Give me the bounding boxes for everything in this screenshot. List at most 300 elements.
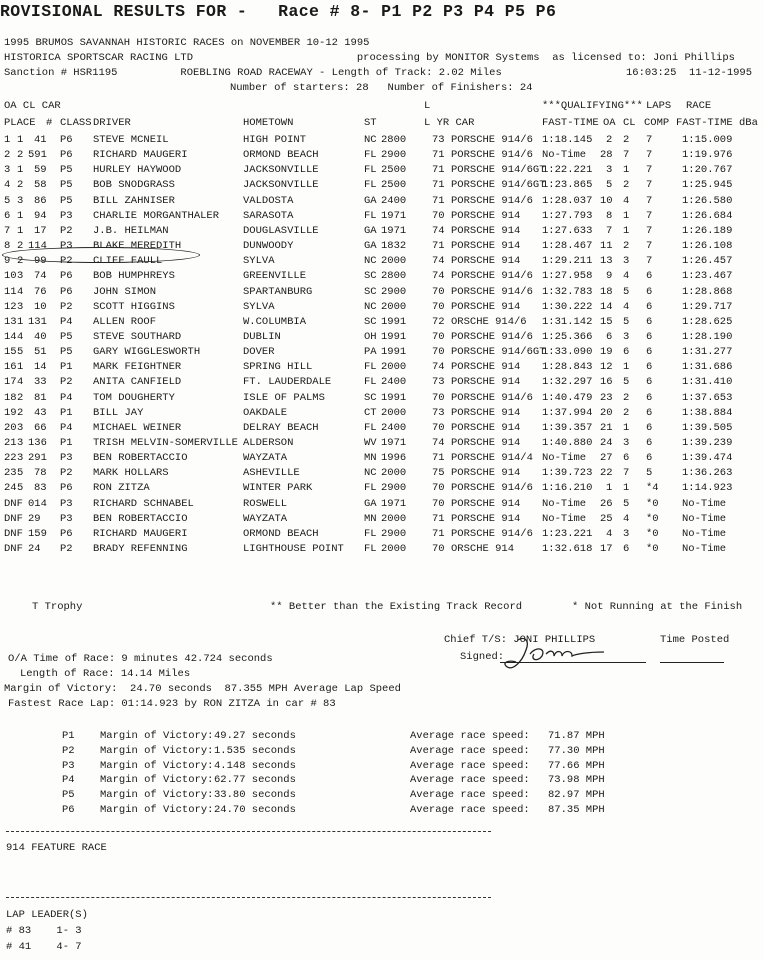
row-st: NC	[364, 134, 377, 146]
row-qual-oa: 1	[606, 482, 613, 495]
row-year: 71	[432, 164, 445, 177]
row-year: 71	[432, 179, 445, 192]
row-code: 1971	[381, 224, 407, 237]
row-oa: 11	[4, 285, 17, 298]
row-class: P5	[60, 194, 73, 207]
row-driver: MARK HOLLARS	[93, 467, 169, 480]
col-head-comp: COMP	[644, 117, 670, 129]
summary-fastest-lap: Fastest Race Lap: 01:14.923 by RON ZITZA in car # 83	[8, 698, 336, 710]
row-cl: 1	[17, 209, 24, 222]
row-hometown: SARASOTA	[243, 209, 294, 222]
row-hometown: WAYZATA	[243, 452, 288, 465]
row-qual-oa: 19	[600, 346, 613, 359]
row-qual-oa: 25	[600, 512, 613, 525]
row-laps: 7	[646, 179, 653, 192]
speed-label: Average race speed:	[410, 744, 530, 757]
speed-label: Average race speed:	[410, 789, 530, 802]
row-oa: 16	[4, 361, 17, 374]
row-st: SC	[364, 315, 377, 328]
row-st: GA	[364, 497, 377, 510]
row-year: 70	[432, 482, 445, 495]
margin-label: Margin of Victory:	[100, 759, 214, 772]
row-num: 41	[34, 134, 47, 146]
row-st: FL	[364, 209, 377, 222]
row-driver: RON ZITZA	[93, 482, 150, 495]
row-qual-cl: 2	[623, 406, 630, 419]
page-title: ROVISIONAL RESULTS FOR - Race # 8- P1 P2 P3 P4 P5 P6	[0, 2, 557, 21]
row-qual-oa: 10	[600, 194, 613, 207]
col-head-place: PLACE	[4, 117, 36, 129]
row-car: PORSCHE 914	[451, 300, 521, 313]
row-car: ORSCHE 914/6	[451, 315, 527, 328]
row-cl: 1	[17, 224, 24, 237]
row-class: P3	[60, 240, 73, 253]
row-driver: RICHARD MAUGERI	[93, 149, 188, 162]
row-hometown: SPARTANBURG	[243, 285, 313, 298]
col-head-race: RACE	[686, 100, 712, 112]
class-label: P6	[62, 804, 75, 816]
row-qual-time: 1:27.793	[542, 209, 593, 222]
row-race-time: 1:23.467	[682, 270, 733, 283]
speed-value: 82.97 MPH	[548, 789, 605, 802]
row-car: PORSCHE 914/6	[451, 482, 533, 495]
row-class: P2	[60, 376, 73, 389]
row-driver: CHARLIE MORGANTHALER	[93, 209, 220, 222]
row-laps: 6	[646, 285, 653, 298]
row-qual-time: 1:37.994	[542, 406, 593, 419]
row-oa: 15	[4, 346, 17, 359]
row-race-time: 1:28.625	[682, 315, 733, 328]
row-num: 81	[34, 391, 47, 404]
row-qual-cl: 5	[623, 285, 630, 298]
feature-race-label: 914 FEATURE RACE	[6, 842, 107, 854]
row-class: P6	[60, 134, 73, 146]
row-qual-time: 1:40.479	[542, 391, 593, 404]
row-qual-time: 1:28.037	[542, 194, 593, 207]
row-cl: 4	[17, 330, 24, 343]
row-car: PORSCHE 914/6GT	[451, 179, 546, 192]
row-laps: 7	[646, 240, 653, 253]
row-race-time: 1:29.717	[682, 300, 733, 313]
row-cl: 2	[17, 255, 24, 268]
row-race-time: No-Time	[682, 527, 727, 540]
row-qual-time: 1:23.865	[542, 179, 593, 192]
row-num: 014	[28, 497, 47, 510]
col-head-class: CLASS	[60, 117, 92, 129]
signature-scribble	[500, 632, 620, 682]
row-year: 70	[432, 543, 445, 556]
row-race-time: 1:26.457	[682, 255, 733, 268]
row-hometown: DUNWOODY	[243, 240, 294, 253]
row-code: 2000	[381, 512, 407, 525]
row-class: P3	[60, 512, 73, 525]
row-oa: 18	[4, 391, 17, 404]
row-code: 1971	[381, 437, 407, 449]
row-oa: 23	[4, 467, 17, 480]
speed-value: 73.98 MPH	[548, 774, 605, 787]
col-head-st: ST	[364, 117, 377, 129]
col-head-qualifying: ***QUALIFYING***	[542, 100, 643, 112]
row-st: SC	[364, 270, 377, 283]
row-st: NC	[364, 255, 377, 268]
row-qual-cl: 2	[623, 179, 630, 192]
margin-value: 24.70 seconds	[214, 804, 296, 816]
row-qual-oa: 15	[600, 315, 613, 328]
row-qual-cl: 4	[623, 300, 630, 313]
row-st: FL	[364, 164, 377, 177]
legend-not-running: * Not Running at the Finish	[572, 601, 743, 613]
row-oa: 7	[4, 224, 11, 237]
row-qual-time: 1:32.297	[542, 376, 593, 389]
row-car: PORSCHE 914/6	[451, 194, 533, 207]
row-year: 71	[432, 194, 445, 207]
legend-trophy: T Trophy	[32, 601, 83, 613]
timestamp: 16:03:25 11-12-1995	[626, 67, 753, 79]
row-car: PORSCHE 914/6	[451, 330, 533, 343]
row-code: 2800	[381, 270, 407, 283]
row-qual-cl: 6	[623, 452, 630, 465]
row-qual-cl: 1	[623, 421, 630, 434]
row-qual-cl: 5	[623, 497, 630, 510]
row-class: P3	[60, 497, 73, 510]
row-st: MN	[364, 512, 377, 525]
row-st: GA	[364, 224, 377, 237]
row-code: 2000	[381, 361, 407, 374]
row-code: 2000	[381, 467, 407, 480]
row-driver: MICHAEL WEINER	[93, 421, 182, 434]
row-st: PA	[364, 346, 377, 359]
lap-leader-item: # 41 4- 7	[6, 941, 82, 953]
row-year: 72	[432, 315, 445, 328]
row-qual-cl: 3	[623, 255, 630, 268]
summary-length: Length of Race: 14.14 Miles	[20, 668, 191, 680]
row-laps: 7	[646, 224, 653, 237]
row-qual-oa: 18	[600, 285, 613, 298]
row-num: 66	[34, 421, 47, 434]
row-code: 2800	[381, 134, 407, 146]
row-qual-cl: 1	[623, 209, 630, 222]
row-hometown: ALDERSON	[243, 437, 294, 449]
row-cl: 5	[17, 482, 24, 495]
row-car: PORSCHE 914	[451, 376, 521, 389]
row-st: FL	[364, 421, 377, 434]
divider	[6, 831, 491, 832]
row-oa: 8	[4, 240, 11, 253]
row-st: FL	[364, 361, 377, 374]
row-car: PORSCHE 914/6	[451, 270, 533, 283]
row-qual-oa: 20	[600, 406, 613, 419]
row-st: GA	[364, 240, 377, 253]
row-qual-time: 1:32.783	[542, 285, 593, 298]
row-code: 1991	[381, 315, 407, 328]
row-cl: 2	[17, 240, 24, 253]
speed-value: 77.30 MPH	[548, 744, 605, 757]
row-car: PORSCHE 914/6	[451, 391, 533, 404]
row-code: 1971	[381, 209, 407, 222]
row-driver: JOHN SIMON	[93, 285, 157, 298]
row-cl: 1	[17, 164, 24, 177]
row-qual-oa: 9	[606, 270, 613, 283]
col-head-oa: OA	[603, 117, 616, 129]
row-qual-time: 1:18.145	[542, 134, 593, 146]
class-label: P1	[62, 730, 75, 742]
row-race-time: 1:39.505	[682, 421, 733, 434]
row-oa: 21	[4, 437, 17, 449]
row-year: 71	[432, 149, 445, 162]
row-st: FL	[364, 543, 377, 556]
row-qual-oa: 26	[600, 497, 613, 510]
row-qual-time: No-Time	[542, 497, 587, 510]
col-head-num: #	[46, 117, 53, 129]
row-laps: *0	[646, 527, 659, 540]
row-num: 10	[34, 300, 47, 313]
row-race-time: 1:14.923	[682, 482, 733, 495]
row-qual-oa: 21	[600, 421, 613, 434]
row-oa: 5	[4, 194, 11, 207]
speed-label: Average race speed:	[410, 730, 530, 742]
row-race-time: No-Time	[682, 543, 727, 556]
row-qual-time: 1:31.142	[542, 315, 593, 328]
row-st: SC	[364, 285, 377, 298]
row-oa: 24	[4, 482, 17, 495]
row-class: P2	[60, 224, 73, 237]
speed-value: 77.66 MPH	[548, 759, 605, 772]
row-race-time: 1:38.884	[682, 406, 733, 419]
row-car: PORSCHE 914	[451, 255, 521, 268]
row-qual-time: 1:30.222	[542, 300, 593, 313]
margin-label: Margin of Victory:	[100, 804, 214, 816]
row-code: 2000	[381, 300, 407, 313]
row-class: P2	[60, 467, 73, 480]
col-head-l: L	[424, 100, 431, 112]
col-head-race-fast-time: FAST-TIME dBa	[676, 117, 758, 129]
row-race-time: 1:31.410	[682, 376, 733, 389]
row-cl: 3	[17, 194, 24, 207]
row-driver: ALLEN ROOF	[93, 315, 157, 328]
row-num: 99	[34, 255, 47, 268]
row-driver: GARY WIGGLESWORTH	[93, 346, 201, 359]
row-year: 70	[432, 421, 445, 434]
row-car: PORSCHE 914	[451, 437, 521, 449]
row-class: P6	[60, 149, 73, 162]
row-class: P4	[60, 421, 73, 434]
row-oa: 10	[4, 270, 17, 283]
row-num: 76	[34, 285, 47, 298]
row-oa: 12	[4, 300, 17, 313]
row-car: PORSCHE 914	[451, 209, 521, 222]
row-laps: 6	[646, 437, 653, 449]
row-driver: RICHARD SCHNABEL	[93, 497, 194, 510]
row-driver: HURLEY HAYWOOD	[93, 164, 182, 177]
row-qual-oa: 8	[606, 209, 613, 222]
row-class: P5	[60, 164, 73, 177]
row-code: 1971	[381, 497, 407, 510]
row-hometown: GREENVILLE	[243, 270, 307, 283]
row-driver: BEN ROBERTACCIO	[93, 452, 188, 465]
row-st: GA	[364, 194, 377, 207]
row-year: 71	[432, 452, 445, 465]
row-qual-cl: 4	[623, 512, 630, 525]
row-num: 33	[34, 376, 47, 389]
row-code: 2400	[381, 421, 407, 434]
row-code: 1991	[381, 346, 407, 359]
row-qual-oa: 11	[600, 240, 613, 253]
sanction-line: Sanction # HSR1195 ROEBLING ROAD RACEWAY - Length of Track: 2.02 Miles	[4, 67, 502, 79]
row-class: P3	[60, 209, 73, 222]
row-cl: 1	[17, 134, 24, 146]
row-driver: STEVE SOUTHARD	[93, 330, 182, 343]
row-year: 74	[432, 437, 445, 449]
row-car: PORSCHE 914	[451, 467, 521, 480]
row-qual-oa: 4	[606, 527, 613, 540]
row-st: NC	[364, 467, 377, 480]
row-num: 86	[34, 194, 47, 207]
row-qual-time: 1:27.958	[542, 270, 593, 283]
row-qual-time: 1:39.723	[542, 467, 593, 480]
row-year: 71	[432, 512, 445, 525]
speed-label: Average race speed:	[410, 774, 530, 787]
row-hometown: JACKSONVILLE	[243, 179, 319, 192]
summary-time: O/A Time of Race: 9 minutes 42.724 seconds	[8, 653, 273, 665]
row-qual-oa: 16	[600, 376, 613, 389]
lap-leaders-title: LAP LEADER(S)	[6, 909, 88, 921]
margin-label: Margin of Victory:	[100, 730, 214, 742]
row-laps: 7	[646, 255, 653, 268]
speed-label: Average race speed:	[410, 804, 530, 816]
row-car: PORSCHE 914/6GT	[451, 164, 546, 177]
row-cl: 5	[17, 346, 24, 359]
row-qual-oa: 6	[606, 330, 613, 343]
row-cl: 3	[17, 270, 24, 283]
lap-leader-item: # 83 1- 3	[6, 925, 82, 937]
row-driver: CLIFF FAULL	[93, 255, 163, 268]
row-qual-cl: 1	[623, 224, 630, 237]
row-oa: 4	[4, 179, 11, 192]
row-qual-oa: 5	[606, 179, 613, 192]
row-car: PORSCHE 914	[451, 421, 521, 434]
row-laps: *4	[646, 482, 659, 495]
row-driver: BLAKE MEREDITH	[93, 240, 182, 253]
row-hometown: DOUGLASVILLE	[243, 224, 319, 237]
organizer-line: HISTORICA SPORTSCAR RACING LTD processing by MONITOR Systems as licensed to: Joni Phillips	[4, 52, 735, 64]
row-qual-time: 1:28.843	[542, 361, 593, 374]
row-class: P2	[60, 543, 73, 556]
row-race-time: 1:26.189	[682, 224, 733, 237]
row-qual-oa: 22	[600, 467, 613, 480]
row-class: P1	[60, 361, 73, 374]
row-num: 74	[34, 270, 47, 283]
row-driver: BOB HUMPHREYS	[93, 270, 175, 283]
row-qual-oa: 17	[600, 543, 613, 556]
time-posted-line	[660, 662, 724, 663]
row-st: MN	[364, 452, 377, 465]
row-st: FL	[364, 376, 377, 389]
row-hometown: ISLE OF PALMS	[243, 391, 325, 404]
row-race-time: 1:39.239	[682, 437, 733, 449]
row-qual-oa: 12	[600, 361, 613, 374]
speed-value: 87.35 MPH	[548, 804, 605, 816]
row-oa: 13	[4, 315, 17, 328]
row-car: PORSCHE 914	[451, 224, 521, 237]
row-year: 70	[432, 330, 445, 343]
speed-label: Average race speed:	[410, 759, 530, 772]
row-code: 2500	[381, 164, 407, 177]
row-qual-oa: 27	[600, 452, 613, 465]
row-laps: 7	[646, 164, 653, 177]
row-race-time: No-Time	[682, 512, 727, 525]
row-year: 70	[432, 300, 445, 313]
row-qual-time: 1:23.221	[542, 527, 593, 540]
row-car: PORSCHE 914/4	[451, 452, 533, 465]
row-qual-cl: 2	[623, 134, 630, 146]
row-oa: DNF	[4, 543, 23, 556]
row-driver: BILL ZAHNISER	[93, 194, 175, 207]
row-car: PORSCHE 914/6	[451, 149, 533, 162]
row-driver: STEVE MCNEIL	[93, 134, 169, 146]
row-class: P3	[60, 452, 73, 465]
row-cl: 5	[17, 467, 24, 480]
row-driver: SCOTT HIGGINS	[93, 300, 175, 313]
row-cl: 4	[17, 376, 24, 389]
row-qual-cl: 5	[623, 376, 630, 389]
row-year: 74	[432, 255, 445, 268]
row-code: 2900	[381, 285, 407, 298]
signed-label: Signed:	[460, 651, 505, 663]
row-oa: 22	[4, 452, 17, 465]
row-qual-time: 1:29.211	[542, 255, 593, 268]
row-laps: 7	[646, 134, 653, 146]
row-num: 17	[34, 224, 47, 237]
row-driver: BRADY REFENNING	[93, 543, 188, 556]
row-st: CT	[364, 406, 377, 419]
row-hometown: LIGHTHOUSE POINT	[243, 543, 344, 556]
row-driver: BOB SNODGRASS	[93, 179, 175, 192]
row-laps: 5	[646, 467, 653, 480]
row-oa: 19	[4, 406, 17, 419]
row-cl: 3	[17, 300, 24, 313]
row-race-time: 1:36.263	[682, 467, 733, 480]
col-head-cl: CL	[623, 117, 636, 129]
row-qual-time: 1:39.357	[542, 421, 593, 434]
row-num: 14	[34, 361, 47, 374]
row-qual-time: 1:40.880	[542, 437, 593, 449]
row-race-time: 1:15.009	[682, 134, 733, 146]
row-laps: 6	[646, 270, 653, 283]
row-hometown: W.COLUMBIA	[243, 315, 307, 328]
row-qual-time: 1:32.618	[542, 543, 593, 556]
margin-label: Margin of Victory:	[100, 774, 214, 787]
row-code: 2900	[381, 149, 407, 162]
time-posted: Time Posted	[660, 634, 730, 646]
row-oa: 3	[4, 164, 11, 177]
row-hometown: DOVER	[243, 346, 275, 359]
row-laps: 7	[646, 209, 653, 222]
class-label: P4	[62, 774, 75, 787]
margin-label: Margin of Victory:	[100, 744, 214, 757]
row-hometown: HIGH POINT	[243, 134, 307, 146]
row-qual-cl: 1	[623, 361, 630, 374]
row-qual-time: 1:25.366	[542, 330, 593, 343]
row-oa: 17	[4, 376, 17, 389]
row-class: P5	[60, 179, 73, 192]
row-num: 94	[34, 209, 47, 222]
row-num: 291	[28, 452, 47, 465]
class-label: P2	[62, 744, 75, 757]
row-num: 136	[28, 437, 47, 449]
row-num: 58	[34, 179, 47, 192]
row-car: PORSCHE 914	[451, 361, 521, 374]
row-laps: 6	[646, 346, 653, 359]
